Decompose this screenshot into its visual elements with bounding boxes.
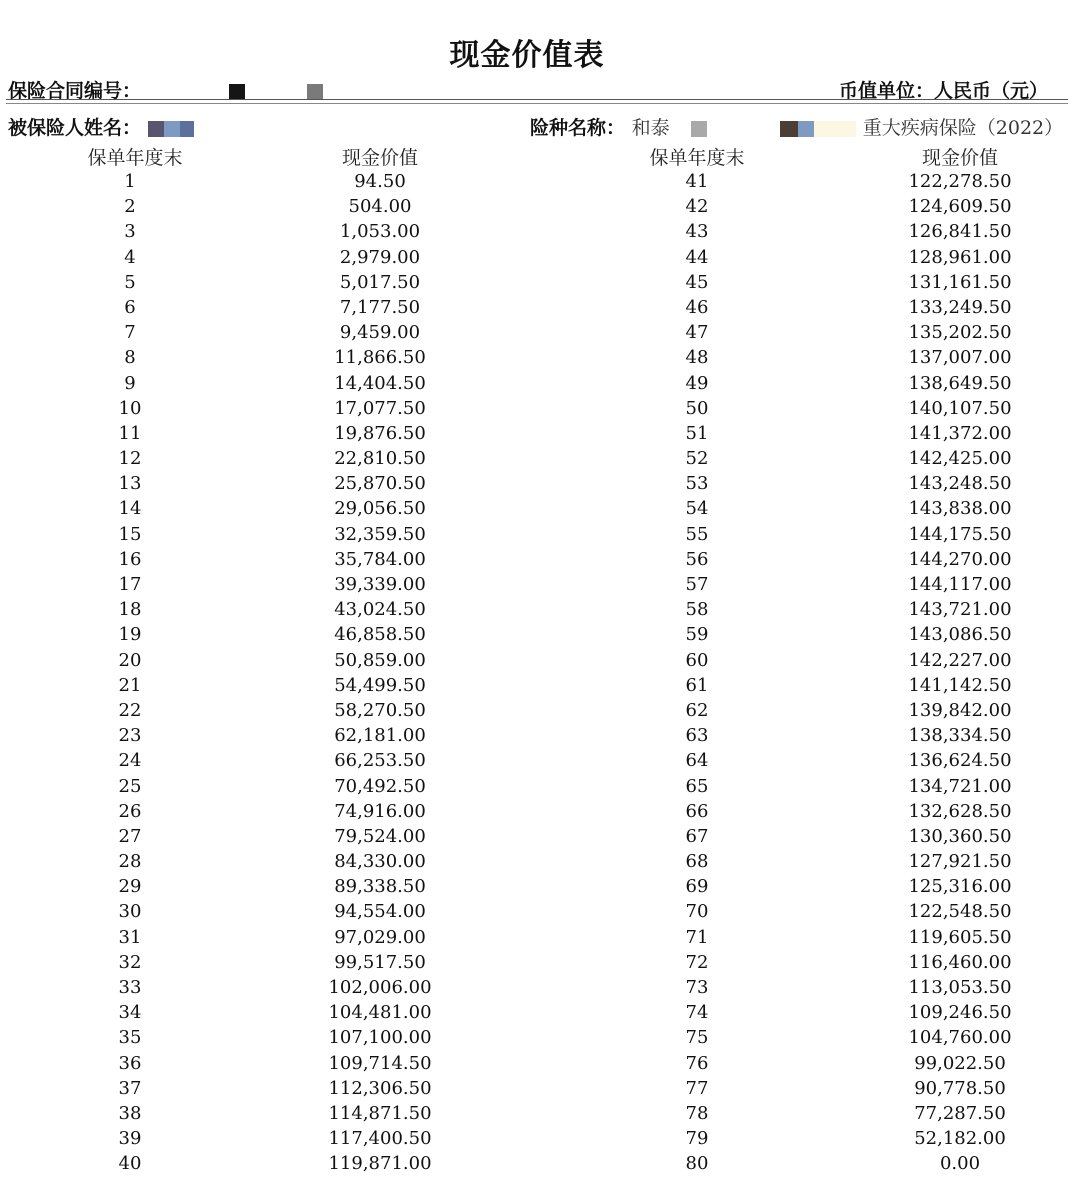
policy-year-right-cell: 60: [685, 649, 709, 671]
policy-year-left-cell: 22: [118, 699, 142, 721]
table-row: [0, 1151, 1080, 1176]
policy-year-left-cell: 6: [124, 296, 136, 318]
cash-value-left-cell: 99,517.50: [334, 951, 426, 973]
header-divider-top: [6, 99, 1068, 100]
table-row: [0, 748, 1080, 773]
policy-year-left-cell: 25: [118, 775, 142, 797]
policy-year-left-cell: 5: [124, 271, 136, 293]
policy-year-right-cell: 64: [685, 750, 709, 772]
cash-value-left-cell: 17,077.50: [334, 397, 426, 419]
contract-number-label: 保险合同编号：: [8, 80, 142, 102]
cash-value-right-cell: 127,921.50: [908, 851, 1012, 873]
policy-year-right-cell: 57: [685, 574, 709, 595]
table-row: [0, 396, 1080, 421]
cash-value-left-cell: 109,714.50: [328, 1052, 432, 1074]
cash-value-left-cell: 14,404.50: [334, 372, 426, 394]
policy-year-left-cell: 27: [118, 825, 142, 847]
cash-value-left-cell: 7,177.50: [339, 296, 421, 318]
policy-year-left-cell: 9: [124, 372, 136, 394]
cash-value-right-cell: 134,721.00: [908, 775, 1012, 797]
cash-value-right-cell: 125,316.00: [908, 876, 1012, 898]
cash-value-right-cell: 137,007.00: [908, 347, 1012, 369]
cash-value-left-cell: 102,006.00: [328, 977, 432, 998]
cash-value-left-cell: 62,181.00: [334, 725, 426, 747]
policy-year-left-cell: 32: [118, 951, 142, 973]
policy-year-left-cell: 19: [118, 624, 142, 646]
table-row: [0, 169, 1080, 194]
column-header-policy-year-right: 保单年度末: [649, 147, 745, 169]
policy-year-right-cell: 43: [685, 221, 709, 243]
cash-value-left-cell: 94,554.00: [334, 901, 426, 923]
policy-year-left-cell: 33: [118, 977, 142, 998]
table-row: [0, 950, 1080, 975]
column-header-cash-value-right: 现金价值: [921, 147, 998, 169]
policy-year-left-cell: 3: [124, 221, 136, 243]
redacted-product-name-block-2: [780, 121, 798, 137]
cash-value-right-cell: 144,117.00: [908, 574, 1012, 595]
table-row: [0, 194, 1080, 219]
table-row: [0, 774, 1080, 799]
policy-year-right-cell: 62: [685, 699, 709, 721]
table-row: [0, 547, 1080, 572]
cash-value-right-cell: 116,460.00: [908, 951, 1012, 973]
policy-year-left-cell: 1: [124, 171, 136, 192]
table-row: [0, 1076, 1080, 1101]
policy-year-left-cell: 17: [118, 574, 142, 595]
cash-value-right-cell: 122,278.50: [908, 171, 1012, 192]
policy-year-left-cell: 13: [118, 473, 142, 495]
cash-value-right-cell: 141,142.50: [908, 674, 1012, 696]
cash-value-right-cell: 143,086.50: [908, 624, 1012, 646]
policy-year-left-cell: 30: [118, 901, 142, 923]
redacted-contract-number-block-2: [307, 84, 323, 100]
currency-unit-value: 人民币（元）: [933, 80, 1048, 102]
policy-year-right-cell: 74: [685, 1002, 709, 1024]
cash-value-left-cell: 39,339.00: [334, 574, 426, 595]
product-name-label: 险种名称：: [530, 117, 626, 139]
cash-value-right-cell: 130,360.50: [908, 825, 1012, 847]
policy-year-right-cell: 59: [685, 624, 709, 646]
policy-year-left-cell: 23: [118, 725, 142, 747]
table-row: [0, 270, 1080, 295]
table-row: [0, 799, 1080, 824]
cash-value-left-cell: 9,459.00: [339, 322, 421, 344]
table-row: [0, 345, 1080, 370]
policy-year-left-cell: 20: [118, 649, 142, 671]
cash-value-right-cell: 142,227.00: [908, 649, 1012, 671]
cash-value-left-cell: 22,810.50: [334, 448, 426, 470]
cash-value-left-cell: 32,359.50: [334, 523, 426, 545]
cash-value-left-cell: 46,858.50: [334, 624, 426, 646]
policy-year-right-cell: 75: [685, 1027, 709, 1049]
cash-value-left-cell: 11,866.50: [334, 347, 426, 369]
cash-value-right-cell: 138,649.50: [908, 372, 1012, 394]
policy-year-right-cell: 67: [685, 825, 709, 847]
table-row: [0, 295, 1080, 320]
table-row: [0, 673, 1080, 698]
cash-value-left-cell: 35,784.00: [334, 548, 426, 570]
table-row: [0, 622, 1080, 647]
policy-year-right-cell: 42: [685, 196, 709, 218]
cash-value-left-cell: 29,056.50: [334, 498, 426, 520]
policy-year-left-cell: 24: [118, 750, 142, 772]
table-row: [0, 371, 1080, 396]
cash-value-left-cell: 74,916.00: [334, 800, 426, 822]
cash-value-left-cell: 104,481.00: [328, 1002, 432, 1024]
table-row: [0, 874, 1080, 899]
policy-year-right-cell: 80: [685, 1153, 709, 1175]
policy-year-right-cell: 55: [685, 523, 709, 545]
policy-year-right-cell: 79: [685, 1128, 709, 1150]
policy-year-left-cell: 14: [118, 498, 142, 520]
policy-year-right-cell: 73: [685, 977, 709, 998]
table-row: [0, 471, 1080, 496]
policy-year-right-cell: 45: [685, 271, 709, 293]
policy-year-right-cell: 70: [685, 901, 709, 923]
cash-value-right-cell: 140,107.50: [908, 397, 1012, 419]
table-row: [0, 572, 1080, 597]
redacted-insured-name-block-3: [180, 121, 194, 137]
cash-value-right-cell: 113,053.50: [908, 977, 1012, 998]
table-row: [0, 496, 1080, 521]
policy-year-right-cell: 58: [685, 599, 709, 621]
redacted-product-name-block-3: [798, 121, 814, 137]
table-row: [0, 219, 1080, 244]
cash-value-right-cell: 144,270.00: [908, 548, 1012, 570]
table-row: [0, 522, 1080, 547]
table-row: [0, 1101, 1080, 1126]
cash-value-right-cell: 77,287.50: [914, 1102, 1006, 1124]
table-row: [0, 899, 1080, 924]
policy-year-left-cell: 8: [124, 347, 136, 369]
table-row: [0, 1000, 1080, 1025]
policy-year-right-cell: 56: [685, 548, 709, 570]
policy-year-right-cell: 72: [685, 951, 709, 973]
policy-year-left-cell: 29: [118, 876, 142, 898]
cash-value-table: [0, 169, 1080, 1177]
policy-year-left-cell: 12: [118, 448, 142, 470]
cash-value-left-cell: 2,979.00: [339, 246, 421, 268]
cash-value-right-cell: 126,841.50: [908, 221, 1012, 243]
policy-year-left-cell: 38: [118, 1102, 142, 1124]
product-name-prefix: 和泰: [631, 117, 670, 139]
policy-year-right-cell: 61: [685, 674, 709, 696]
table-row: [0, 421, 1080, 446]
cash-value-right-cell: 143,248.50: [908, 473, 1012, 495]
table-row: [0, 1025, 1080, 1050]
cash-value-right-cell: 128,961.00: [908, 246, 1012, 268]
cash-value-left-cell: 84,330.00: [334, 851, 426, 873]
cash-value-right-cell: 133,249.50: [908, 296, 1012, 318]
policy-year-right-cell: 69: [685, 876, 709, 898]
cash-value-right-cell: 142,425.00: [908, 448, 1012, 470]
cash-value-right-cell: 109,246.50: [908, 1002, 1012, 1024]
policy-year-right-cell: 65: [685, 775, 709, 797]
table-row: [0, 824, 1080, 849]
policy-year-left-cell: 7: [124, 322, 136, 344]
product-name-row: [530, 113, 1063, 140]
table-row: [0, 245, 1080, 270]
policy-year-right-cell: 51: [685, 422, 709, 444]
cash-value-left-cell: 79,524.00: [334, 825, 426, 847]
policy-year-right-cell: 44: [685, 246, 709, 268]
policy-year-left-cell: 28: [118, 851, 142, 873]
cash-value-right-cell: 124,609.50: [908, 196, 1012, 218]
cash-value-right-cell: 99,022.50: [914, 1052, 1006, 1074]
policy-year-left-cell: 26: [118, 800, 142, 822]
policy-year-right-cell: 53: [685, 473, 709, 495]
cash-value-right-cell: 90,778.50: [914, 1077, 1006, 1099]
cash-value-left-cell: 119,871.00: [328, 1153, 432, 1175]
column-header-cash-value-left: 现金价值: [341, 147, 418, 169]
policy-year-left-cell: 39: [118, 1128, 142, 1150]
policy-year-left-cell: 37: [118, 1077, 142, 1099]
cash-value-right-cell: 139,842.00: [908, 699, 1012, 721]
policy-year-left-cell: 36: [118, 1052, 142, 1074]
policy-year-left-cell: 16: [118, 548, 142, 570]
policy-year-left-cell: 34: [118, 1002, 142, 1024]
table-row: [0, 648, 1080, 673]
policy-year-right-cell: 68: [685, 851, 709, 873]
cash-value-right-cell: 52,182.00: [914, 1128, 1006, 1150]
cash-value-left-cell: 70,492.50: [334, 775, 426, 797]
table-row: [0, 849, 1080, 874]
cash-value-left-cell: 50,859.00: [334, 649, 426, 671]
column-header-policy-year-left: 保单年度末: [87, 147, 183, 169]
redacted-insured-name-block: [148, 121, 164, 137]
policy-year-right-cell: 52: [685, 448, 709, 470]
cash-value-right-cell: 122,548.50: [908, 901, 1012, 923]
cash-value-left-cell: 19,876.50: [334, 422, 426, 444]
policy-year-right-cell: 66: [685, 800, 709, 822]
policy-year-left-cell: 2: [124, 196, 136, 218]
policy-year-left-cell: 21: [118, 674, 142, 696]
table-row: [0, 446, 1080, 471]
policy-year-right-cell: 71: [685, 926, 709, 948]
policy-year-right-cell: 41: [685, 171, 709, 192]
redacted-contract-number-block: [229, 84, 245, 100]
cash-value-left-cell: 504.00: [348, 196, 412, 218]
cash-value-right-cell: 131,161.50: [908, 271, 1012, 293]
cash-value-left-cell: 94.50: [354, 171, 406, 192]
header-divider-bottom: [6, 103, 1068, 104]
redacted-product-name-block: [691, 121, 707, 137]
table-row: [0, 975, 1080, 1000]
cash-value-right-cell: 143,838.00: [908, 498, 1012, 520]
policy-year-left-cell: 11: [118, 422, 142, 444]
cash-value-left-cell: 25,870.50: [334, 473, 426, 495]
cash-value-left-cell: 97,029.00: [334, 926, 426, 948]
redacted-insured-name-block-2: [164, 121, 180, 137]
table-row: [0, 597, 1080, 622]
policy-year-left-cell: 35: [118, 1027, 142, 1049]
table-row: [0, 1051, 1080, 1076]
redacted-product-name-block-4: [814, 121, 856, 137]
policy-year-right-cell: 77: [685, 1077, 709, 1099]
currency-unit-label: 币值单位：: [838, 80, 934, 102]
page-title: 现金价值表: [449, 38, 605, 73]
table-row: [0, 1126, 1080, 1151]
cash-value-left-cell: 107,100.00: [328, 1027, 432, 1049]
cash-value-left-cell: 89,338.50: [334, 876, 426, 898]
cash-value-left-cell: 43,024.50: [334, 599, 426, 621]
cash-value-left-cell: 1,053.00: [339, 221, 421, 243]
policy-year-right-cell: 78: [685, 1102, 709, 1124]
cash-value-right-cell: 119,605.50: [908, 926, 1012, 948]
policy-year-left-cell: 4: [124, 246, 136, 268]
cash-value-right-cell: 136,624.50: [908, 750, 1012, 772]
cash-value-right-cell: 141,372.00: [908, 422, 1012, 444]
cash-value-left-cell: 54,499.50: [334, 674, 426, 696]
cash-value-right-cell: 143,721.00: [908, 599, 1012, 621]
policy-year-left-cell: 40: [118, 1153, 142, 1175]
policy-year-right-cell: 54: [685, 498, 709, 520]
policy-year-left-cell: 18: [118, 599, 142, 621]
policy-year-right-cell: 46: [685, 296, 709, 318]
cash-value-left-cell: 66,253.50: [334, 750, 426, 772]
policy-year-left-cell: 10: [118, 397, 142, 419]
policy-year-left-cell: 15: [118, 523, 142, 545]
cash-value-left-cell: 117,400.50: [328, 1128, 432, 1150]
table-row: [0, 723, 1080, 748]
policy-year-right-cell: 50: [685, 397, 709, 419]
product-name-suffix: 重大疾病保险（2022）: [862, 117, 1064, 139]
cash-value-left-cell: 58,270.50: [334, 699, 426, 721]
table-row: [0, 925, 1080, 950]
policy-year-right-cell: 63: [685, 725, 709, 747]
cash-value-right-cell: 144,175.50: [908, 523, 1012, 545]
policy-year-left-cell: 31: [118, 926, 142, 948]
cash-value-right-cell: 138,334.50: [908, 725, 1012, 747]
policy-year-right-cell: 47: [685, 322, 709, 344]
policy-year-right-cell: 76: [685, 1052, 709, 1074]
table-row: [0, 698, 1080, 723]
cash-value-left-cell: 114,871.50: [328, 1102, 432, 1124]
cash-value-left-cell: 112,306.50: [328, 1077, 432, 1099]
insured-name-row: [8, 113, 194, 140]
cash-value-right-cell: 132,628.50: [908, 800, 1012, 822]
cash-value-right-cell: 135,202.50: [908, 322, 1012, 344]
cash-value-right-cell: 0.00: [939, 1153, 981, 1175]
cash-value-right-cell: 104,760.00: [908, 1027, 1012, 1049]
table-row: [0, 320, 1080, 345]
insured-name-label: 被保险人姓名：: [8, 117, 142, 139]
cash-value-left-cell: 5,017.50: [339, 271, 421, 293]
policy-year-right-cell: 49: [685, 372, 709, 394]
policy-year-right-cell: 48: [685, 347, 709, 369]
